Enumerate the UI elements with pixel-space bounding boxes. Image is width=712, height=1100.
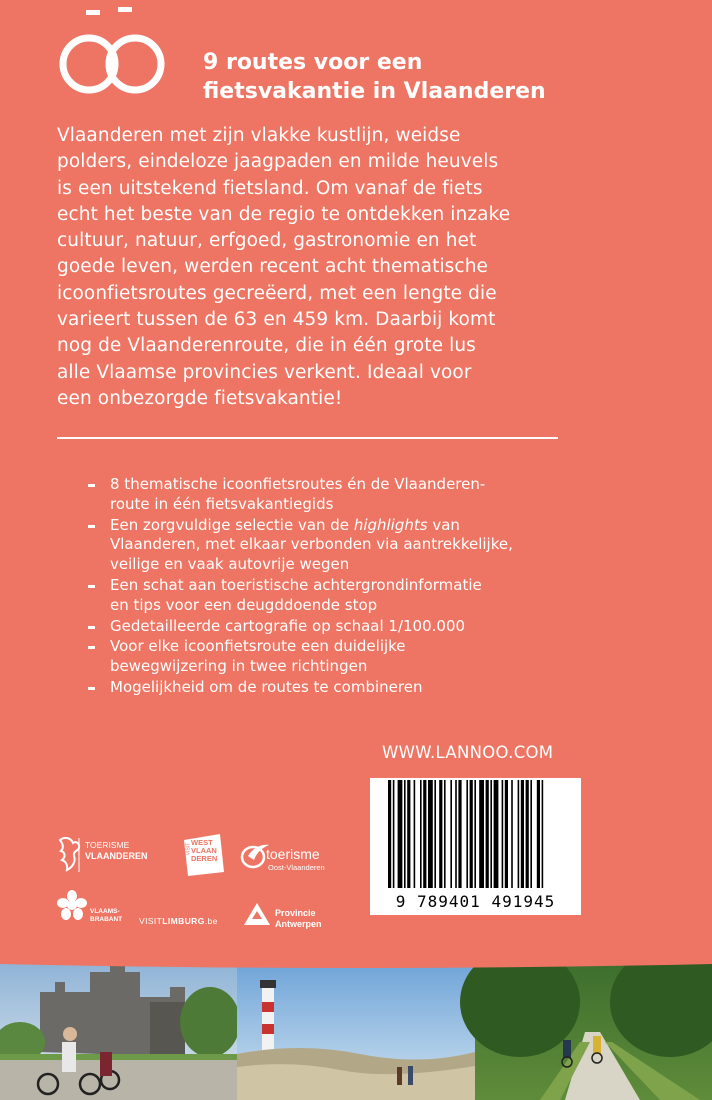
partner-label: DEREN bbox=[191, 854, 218, 863]
barcode-bar bbox=[439, 780, 442, 888]
divider bbox=[57, 437, 558, 439]
barcode-bar bbox=[388, 780, 391, 888]
headline-line-1: 9 routes voor een bbox=[203, 50, 423, 75]
photo-lighthouse-dunes bbox=[237, 962, 475, 1100]
barcode-bar bbox=[420, 780, 422, 888]
partner-label: LIMBURG bbox=[162, 916, 205, 926]
partner-label: VLAAMS- bbox=[90, 908, 120, 915]
bullet-line: Gedetailleerde cartografie op schaal 1/100.000 bbox=[110, 616, 466, 635]
intro-paragraph bbox=[57, 123, 577, 412]
lion-icon bbox=[57, 834, 83, 874]
partner-label: Provincie bbox=[275, 908, 316, 918]
partner-label: toerisme bbox=[266, 846, 320, 862]
list-item bbox=[88, 617, 588, 637]
headline-line-2: fietsvakantie in Vlaanderen bbox=[203, 79, 546, 104]
barcode-bar bbox=[450, 780, 452, 888]
bullet-line: en tips voor een deugddoende stop bbox=[110, 595, 378, 614]
list-item bbox=[88, 576, 588, 616]
list-item bbox=[88, 475, 588, 515]
toerisme-oost-vlaanderen-logo bbox=[240, 842, 325, 875]
bullet-line: veilige en vaak autovrije wegen bbox=[110, 555, 350, 574]
barcode-bar bbox=[428, 780, 433, 888]
barcode-bar bbox=[455, 780, 457, 888]
intro-line: icoonfietsroutes gecreëerd, met een lengte die bbox=[57, 282, 497, 304]
intro-line: Vlaanderen met zijn vlakke kustlijn, weidse bbox=[57, 125, 461, 146]
barcode-bar bbox=[526, 780, 529, 888]
intro-line: nog de Vlaanderenroute, die in één grote lus bbox=[57, 335, 476, 357]
bullet-line bbox=[110, 516, 588, 536]
bullet-line: route in één fietsvakantiegids bbox=[110, 494, 334, 513]
barcode-bar bbox=[407, 780, 410, 888]
partner-label: TOERISME bbox=[85, 840, 130, 850]
bullet-text: Een zorgvuldige selectie van de bbox=[110, 515, 354, 534]
partner-label: WEST bbox=[191, 838, 213, 847]
bullet-emphasis: highlights bbox=[353, 515, 428, 534]
photo-forest-path bbox=[460, 962, 712, 1100]
partner-label: .be bbox=[204, 916, 218, 926]
bullet-dash-icon bbox=[88, 687, 95, 690]
partner-label: Antwerpen bbox=[275, 919, 322, 929]
bullet-line: bewegwijzering in twee richtingen bbox=[110, 657, 368, 676]
mountain-triangle-icon bbox=[243, 902, 271, 926]
partner-label: Oost-Vlaanderen bbox=[268, 863, 325, 872]
visit-limburg-logo bbox=[139, 916, 218, 926]
rings-logo-icon bbox=[56, 4, 176, 104]
partner-label: VLAANDEREN bbox=[85, 851, 148, 861]
intro-line: polders, eindeloze jaagpaden en milde heuvels bbox=[57, 151, 499, 173]
barcode-bar bbox=[537, 780, 540, 888]
visit-west-vlaanderen-logo bbox=[180, 832, 226, 878]
headline bbox=[203, 48, 546, 106]
bullet-dash-icon bbox=[88, 626, 95, 629]
barcode-bar bbox=[434, 780, 436, 888]
barcode-bar bbox=[521, 780, 524, 888]
list-item bbox=[88, 516, 588, 575]
barcode-bar bbox=[518, 780, 520, 888]
isbn-number: 9 789401 491945 bbox=[395, 892, 556, 911]
partner-label: VISIT bbox=[185, 842, 192, 856]
intro-line: een onbezorgde fietsvakantie! bbox=[57, 387, 343, 409]
vlaams-brabant-logo bbox=[57, 890, 123, 925]
partner-label: VISIT bbox=[139, 916, 163, 926]
barcode-bar bbox=[470, 780, 473, 888]
barcode-bar bbox=[479, 780, 484, 888]
barcode-bar bbox=[505, 780, 508, 888]
bullet-line: Vlaanderen, met elkaar verbonden via aantrekkelijke, bbox=[110, 535, 513, 554]
bullet-dash-icon bbox=[88, 585, 95, 588]
barcode-bar bbox=[530, 780, 532, 888]
barcode-bar bbox=[393, 780, 395, 888]
list-item bbox=[88, 678, 588, 698]
barcode-bar bbox=[398, 780, 403, 888]
barcode-bar bbox=[494, 780, 499, 888]
barcode-bar bbox=[542, 780, 544, 888]
barcode-bar bbox=[502, 780, 504, 888]
barcode-bar bbox=[458, 780, 461, 888]
intro-line: goede leven, werden recent acht thematische bbox=[57, 256, 489, 278]
barcode-bar bbox=[511, 780, 513, 888]
intro-line: varieert tussen de 63 en 459 km. Daarbij komt bbox=[57, 309, 496, 331]
barcode-bar bbox=[466, 780, 468, 888]
asterisk-icon bbox=[57, 890, 87, 920]
toerisme-vlaanderen-logo bbox=[57, 834, 148, 879]
bullet-line: Een schat aan toeristische achtergrondinformatie bbox=[110, 575, 482, 594]
intro-line: is een uitstekend fietsland. Om vanaf de fiets bbox=[57, 177, 483, 199]
website-link[interactable]: WWW.LANNOO.COM bbox=[382, 743, 554, 762]
barcode bbox=[370, 778, 581, 915]
photo-strip bbox=[0, 962, 712, 1100]
bullet-dash-icon bbox=[88, 484, 95, 487]
bullet-text: van bbox=[427, 515, 460, 534]
barcode-bar bbox=[414, 780, 416, 888]
bullet-line: Voor elke icoonfietsroute een duidelijke bbox=[110, 637, 406, 656]
barcode-bar bbox=[490, 780, 492, 888]
partner-label bbox=[191, 839, 217, 863]
feature-list bbox=[88, 475, 588, 699]
list-item bbox=[88, 637, 588, 677]
barcode-bar bbox=[474, 780, 476, 888]
bullet-line: 8 thematische icoonfietsroutes én de Vlaanderen- bbox=[110, 475, 486, 493]
intro-line: echt het beste van de regio te ontdekken inzake bbox=[57, 203, 511, 225]
intro-line: alle Vlaamse provincies verkent. Ideaal voor bbox=[57, 361, 472, 383]
photo-castle-cyclists bbox=[0, 962, 240, 1100]
barcode-bar bbox=[486, 780, 489, 888]
bullet-dash-icon bbox=[88, 525, 95, 528]
barcode-bar bbox=[423, 780, 426, 888]
intro-line: cultuur, natuur, erfgoed, gastronomie en het bbox=[57, 230, 477, 252]
partner-label: VLAAN bbox=[191, 846, 217, 855]
bullet-dash-icon bbox=[88, 646, 95, 649]
barcode-bar bbox=[444, 780, 446, 888]
barcode-bar bbox=[404, 780, 406, 888]
bullet-line: Mogelijkheid om de routes te combineren bbox=[110, 677, 423, 696]
partner-label: BRABANT bbox=[90, 916, 123, 923]
provincie-antwerpen-logo bbox=[243, 902, 322, 931]
